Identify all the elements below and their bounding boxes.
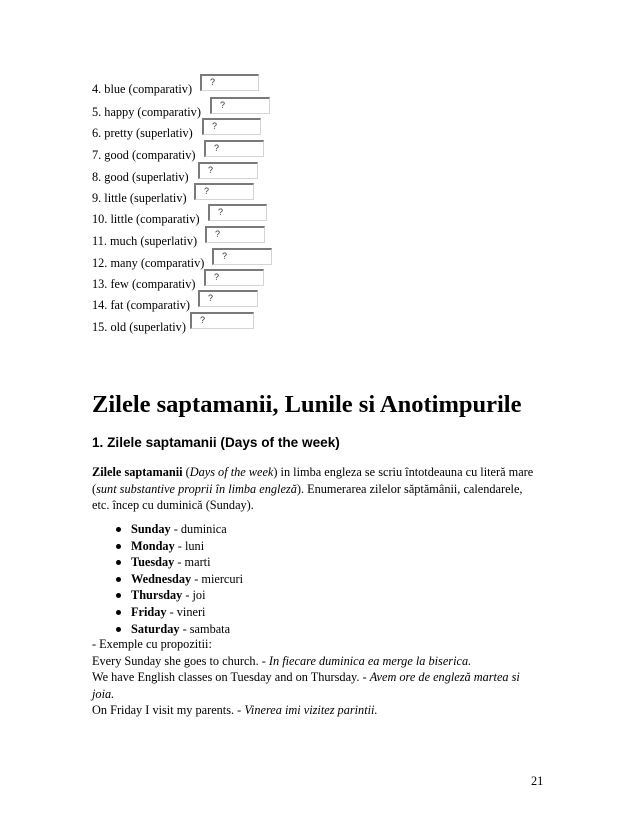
exercise-row	[92, 118, 512, 140]
section-title: Zilele saptamanii, Lunile si Anotimpurile	[92, 391, 522, 418]
example-2-cont	[92, 686, 552, 703]
day-ro: - miercuri	[191, 571, 244, 586]
day-item	[92, 521, 243, 538]
answer-placeholder: ?	[212, 121, 218, 131]
intro-line-3: etc. încep cu duminică (Sunday).	[92, 498, 254, 512]
answer-field[interactable]	[210, 97, 270, 114]
day-item	[92, 571, 243, 588]
days-list	[92, 521, 243, 637]
intro-term: Zilele saptamanii	[92, 465, 183, 479]
exercise-label: 13. few (comparativ)	[92, 277, 196, 291]
day-ro: - sambata	[179, 621, 231, 636]
answer-field[interactable]	[200, 74, 259, 91]
day-item	[92, 587, 243, 604]
day-item	[92, 538, 243, 555]
intro-term-en: Days of the week	[189, 465, 274, 479]
intro-line2-rest: ). Enumerarea zilelor săptămânii, calendarele,	[296, 481, 523, 496]
answer-placeholder: ?	[204, 186, 210, 196]
answer-field[interactable]	[208, 204, 267, 221]
exercise-label: 5. happy (comparativ)	[92, 105, 201, 119]
exercise-row	[92, 269, 512, 291]
exercise-row	[92, 183, 512, 205]
answer-placeholder: ?	[220, 100, 226, 110]
answer-field[interactable]	[204, 269, 264, 286]
answer-placeholder: ?	[214, 143, 220, 153]
exercise-label: 7. good (comparativ)	[92, 148, 196, 162]
example-3-ro: Vinerea imi vizitez parintii.	[244, 703, 378, 717]
intro-line-2	[92, 481, 552, 498]
day-ro: - vineri	[166, 604, 206, 619]
day-item	[92, 621, 243, 638]
day-en: Tuesday	[131, 555, 175, 570]
page-number: 21	[531, 774, 544, 788]
example-3	[92, 702, 552, 719]
exercise-label: 11. much (superlativ)	[92, 234, 198, 248]
answer-field[interactable]	[198, 290, 258, 307]
exercise-label: 8. good (superlativ)	[92, 170, 189, 184]
intro-paragraph	[92, 464, 552, 514]
exercise-label: 12. many (comparativ)	[92, 256, 205, 270]
day-en: Friday	[131, 604, 167, 619]
exercise-row	[92, 248, 512, 270]
day-en: Wednesday	[131, 571, 192, 586]
answer-placeholder: ?	[214, 272, 220, 282]
day-en: Thursday	[131, 588, 183, 603]
example-1-en: Every Sunday she goes to church. -	[92, 653, 269, 668]
exercise-row	[92, 226, 512, 248]
exercise-row	[92, 140, 512, 162]
answer-field[interactable]	[198, 162, 258, 179]
exercise-label: 9. little (superlativ)	[92, 191, 187, 205]
answer-field[interactable]	[204, 140, 264, 157]
example-2-ro-cont: joia.	[92, 686, 115, 701]
exercise-row	[92, 97, 512, 119]
exercise-label: 10. little (comparativ)	[92, 212, 200, 226]
intro-line1-rest: ) in limba engleza se scriu întotdeauna cu literă mare	[273, 465, 534, 479]
example-3-en: On Friday I visit my parents. -	[92, 703, 245, 717]
day-en: Saturday	[131, 621, 180, 636]
exercise-row	[92, 312, 512, 334]
intro-line2-open: (	[92, 481, 97, 496]
day-ro: - luni	[174, 538, 205, 553]
exercise-row	[92, 74, 512, 96]
answer-placeholder: ?	[215, 229, 221, 239]
example-2-ro: Avem ore de engleză martea si	[369, 670, 520, 684]
exercise-row	[92, 162, 512, 184]
examples-heading: - Exemple cu propozitii:	[92, 637, 212, 651]
day-en: Monday	[131, 538, 175, 553]
day-ro: - joi	[182, 588, 206, 603]
exercise-label: 6. pretty (superlativ)	[92, 126, 193, 140]
intro-open-paren: (	[182, 465, 190, 479]
day-ro: - marti	[174, 555, 211, 570]
example-1	[92, 653, 552, 670]
answer-field[interactable]	[202, 118, 261, 135]
exercise-label: 15. old (superlativ)	[92, 320, 186, 334]
exercise-label: 4. blue (comparativ)	[92, 82, 193, 96]
example-1-ro: In fiecare duminica ea merge la biserica.	[268, 653, 472, 668]
answer-placeholder: ?	[200, 315, 206, 325]
exercise-row	[92, 204, 512, 226]
example-2-en: We have English classes on Tuesday and on Thursday. -	[92, 670, 370, 684]
answer-placeholder: ?	[208, 165, 214, 175]
exercise-label: 14. fat (comparativ)	[92, 298, 190, 312]
answer-placeholder: ?	[210, 77, 216, 87]
answer-placeholder: ?	[208, 293, 214, 303]
answer-placeholder: ?	[218, 207, 224, 217]
day-item	[92, 554, 243, 571]
intro-note: sunt substantive proprii în limba engleză	[96, 481, 297, 496]
answer-field[interactable]	[212, 248, 272, 265]
answer-field[interactable]	[194, 183, 254, 200]
day-en: Sunday	[131, 522, 171, 536]
answer-field[interactable]	[205, 226, 265, 243]
examples-paragraph	[92, 636, 552, 719]
section-subtitle: 1. Zilele saptamanii (Days of the week)	[92, 435, 340, 450]
day-item	[92, 604, 243, 621]
intro-line-1	[92, 464, 552, 481]
answer-placeholder: ?	[222, 251, 228, 261]
answer-field[interactable]	[190, 312, 254, 329]
exercise-row	[92, 290, 512, 312]
day-ro: - duminica	[170, 522, 227, 536]
example-2	[92, 669, 552, 686]
